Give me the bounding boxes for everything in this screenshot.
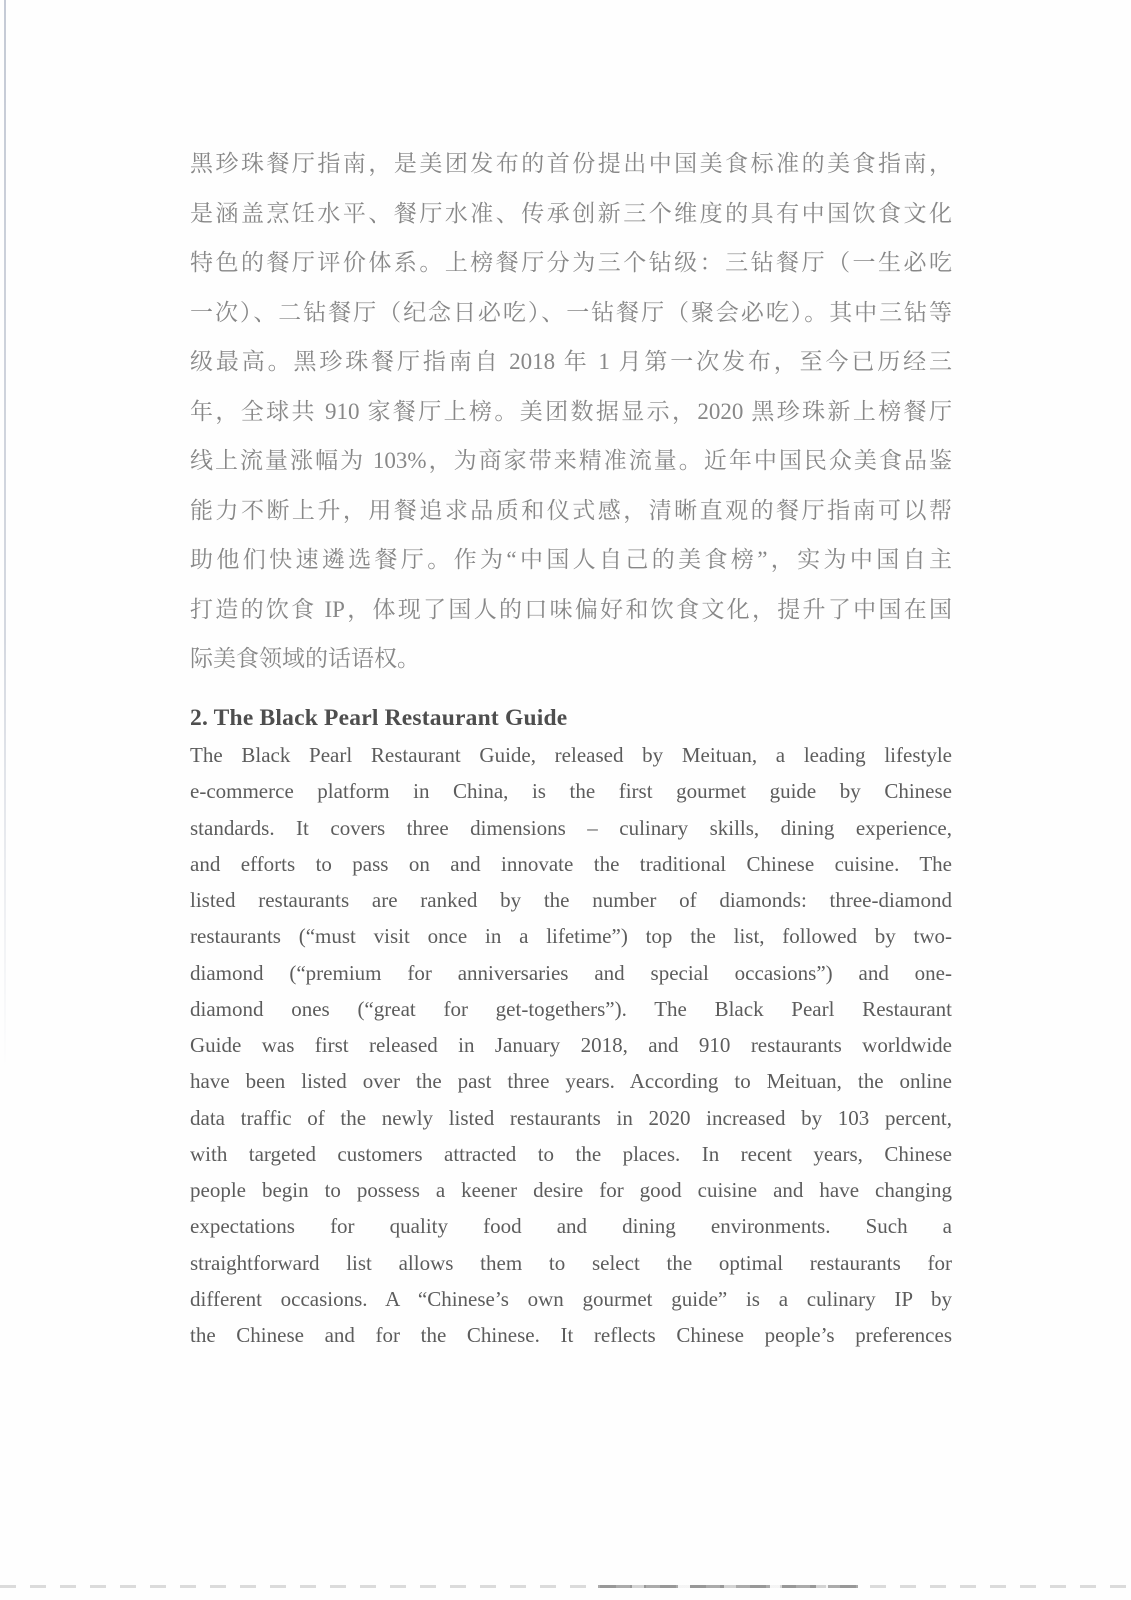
chinese-line: 级最高。黑珍珠餐厅指南自 2018 年 1 月第一次发布，至今已历经三	[190, 349, 952, 374]
english-line: e-commerce platform in China, is the first gourmet guide by Chinese	[190, 779, 952, 804]
section-heading: 2. The Black Pearl Restaurant Guide	[190, 705, 568, 731]
english-line: standards. It covers three dimensions – culinary skills, dining experience,	[190, 815, 952, 840]
scan-artifact-bottom-edge-dark-segment	[598, 1585, 858, 1588]
english-line: diamond ones (“great for get-togethers”). The Black Pearl Restaurant	[190, 996, 952, 1021]
english-line: listed restaurants are ranked by the number of diamonds: three-diamond	[190, 888, 952, 912]
chinese-line: 能力不断上升，用餐追求品质和仪式感，清晰直观的餐厅指南可以帮	[190, 497, 952, 523]
english-line: have been listed over the past three years. According to Meituan, the online	[190, 1069, 952, 1094]
chinese-line: 特色的餐厅评价体系。上榜餐厅分为三个钻级：三钻餐厅（一生必吃	[190, 250, 952, 275]
english-line: The Black Pearl Restaurant Guide, released by Meituan, a leading lifestyle	[190, 743, 952, 767]
chinese-line: 黑珍珠餐厅指南，是美团发布的首份提出中国美食标准的美食指南，	[190, 151, 952, 176]
chinese-line: 打造的饮食 IP，体现了国人的口味偏好和饮食文化，提升了中国在国	[190, 596, 952, 622]
scan-artifact-bottom-edge	[0, 1585, 1131, 1588]
english-line: expectations for quality food and dining environments. Such a	[190, 1214, 952, 1239]
chinese-line: 助他们快速遴选餐厅。作为“中国人自己的美食榜”，实为中国自主	[190, 547, 952, 572]
english-line: straightforward list allows them to select the optimal restaurants for	[190, 1250, 952, 1275]
english-line: data traffic of the newly listed restaurants in 2020 increased by 103 percent,	[190, 1105, 952, 1130]
english-paragraph	[190, 737, 952, 1353]
english-line: Guide was first released in January 2018, and 910 restaurants worldwide	[190, 1033, 952, 1057]
chinese-line: 年，全球共 910 家餐厅上榜。美团数据显示，2020 黑珍珠新上榜餐厅	[190, 398, 952, 424]
chinese-line: 际美食领域的话语权。	[190, 646, 420, 671]
english-line: with targeted customers attracted to the places. In recent years, Chinese	[190, 1141, 952, 1166]
english-line: people begin to possess a keener desire for good cuisine and have changing	[190, 1178, 952, 1202]
english-line: diamond (“premium for anniversaries and special occasions”) and one-	[190, 960, 952, 985]
chinese-line: 是涵盖烹饪水平、餐厅水准、传承创新三个维度的具有中国饮食文化	[190, 200, 952, 226]
chinese-line: 一次）、二钻餐厅（纪念日必吃）、一钻餐厅（聚会必吃）。其中三钻等	[190, 299, 952, 325]
scan-artifact-left-edge-line	[4, 0, 6, 1070]
english-line: restaurants (“must visit once in a lifetime”) top the list, followed by two-	[190, 924, 952, 949]
english-line: the Chinese and for the Chinese. It reflects Chinese people’s preferences	[190, 1323, 952, 1347]
chinese-line: 线上流量涨幅为 103%，为商家带来精准流量。近年中国民众美食品鉴	[190, 448, 952, 473]
english-line: different occasions. A “Chinese’s own gourmet guide” is a culinary IP by	[190, 1286, 952, 1311]
english-line: and efforts to pass on and innovate the traditional Chinese cuisine. The	[190, 851, 952, 876]
chinese-paragraph	[190, 139, 952, 684]
